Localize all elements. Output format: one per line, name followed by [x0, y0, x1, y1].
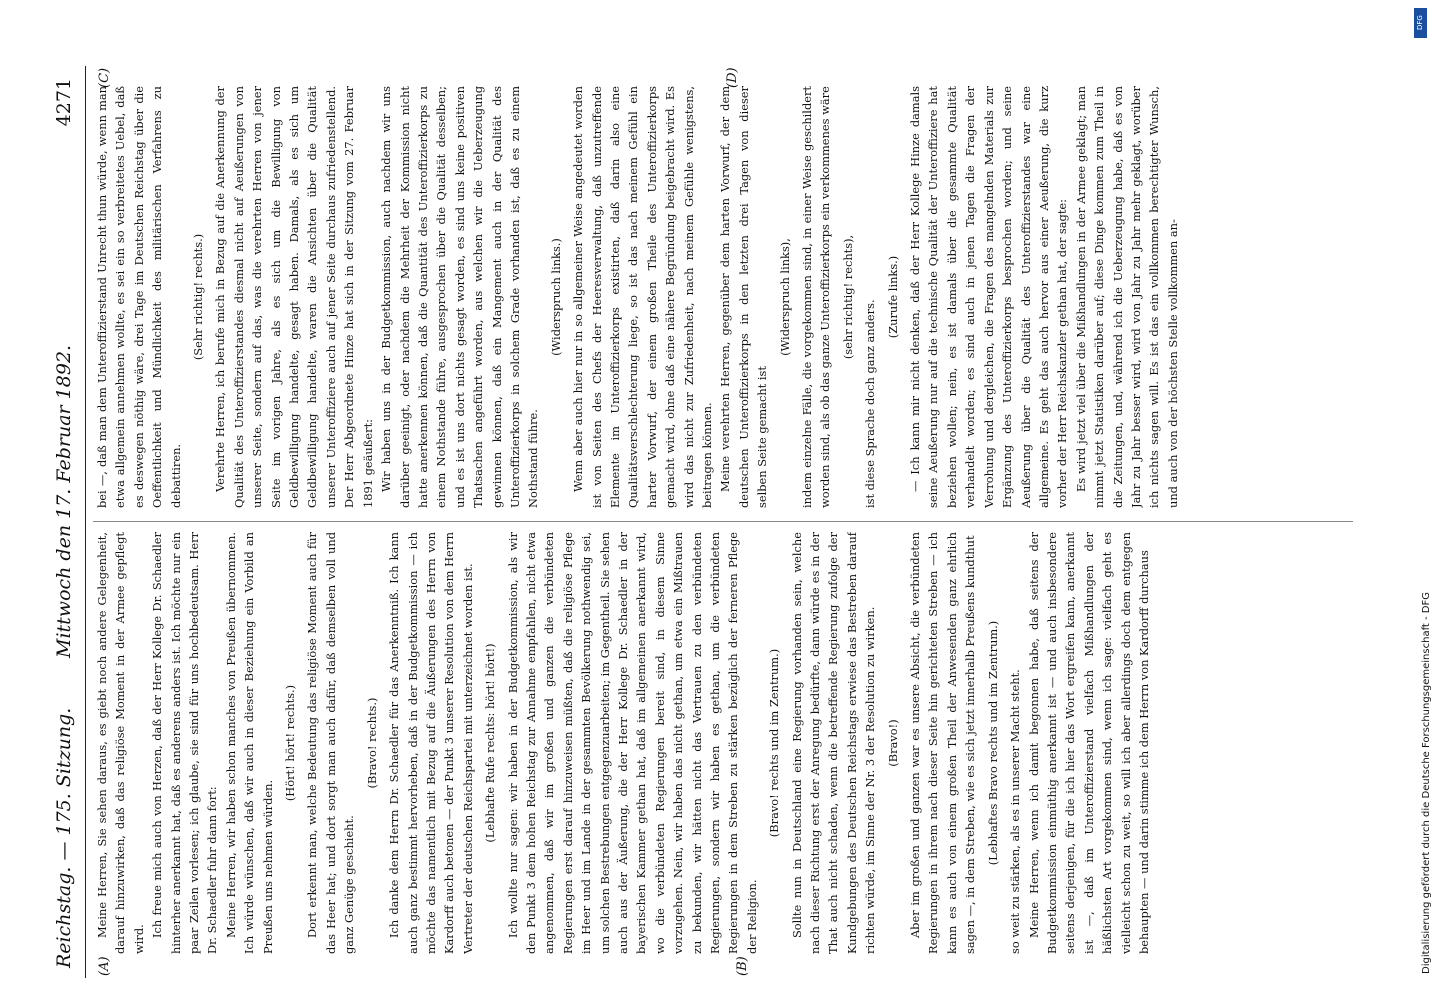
margin-marker-c: (C) [97, 67, 112, 88]
paragraph: — Ich kann mir nicht denken, daß der Herr Kollege Hinze damals seine Aeußerung nur auf die technische Qualität der Unteroffiziere hat beziehen wollen; nein, es ist damals über die gesammte Qualität verhandelt worden; es sind auch in jenen Tagen die Fragen der Verrohung und dergleichen, die Fragen des mangelnden Materials zur Ergänzung des Unteroffizierkorps besprochen worden; und seine Aeußerung über die Qualität des Unteroffizierstandes war eine allgemeine. Es geht das auch hervor aus einer Aeußerung, die kurz vorher der Herr Reichskanzler gethan hat, der sagte: [908, 86, 1070, 508]
paragraph: so weit zu stärken, als es in unserer Macht steht. [1008, 669, 1023, 954]
page-header [45, 66, 86, 978]
digitization-sidebar [1412, 8, 1430, 994]
left-column [93, 532, 1363, 954]
interjection: (Sehr richtig! rechts.) [191, 233, 206, 361]
paragraph: bei —, daß man dem Unteroffizierstand Unrecht thun würde, wenn man etwa allgemein annehmen wollte, es sei ein so verbreitetes Uebel, daß es deswegen nöthig wäre, drei Tage im Deutschen Reichstag über die Oeffentlichkeit und Mündlichkeit des militärischen Verfahrens zu debattiren. [95, 86, 183, 508]
paragraph: indem einzelne Fälle, die vorgekommen sind, in einer Weise geschildert worden sind, als ob das ganze Unteroffizierkorps ein verkommenes wäre [800, 86, 833, 508]
paragraph: Wenn aber auch hier nur in so allgemeiner Weise angedeutet worden ist von Seiten des Chefs der Heeresverwaltung, daß unzutreffende Elemente im Unteroffizierkorps existirten, daß darin also eine Qualitätsverschlechterung liege, so ist das nach meinem Gefühl ein harter Vorwurf, der einem großen Theile des Unteroffizierkorps gemacht wird, ohne daß eine nähere Begründung beigebracht wird. Es wird das nicht zur Zufriedenheit, nach meinem Gefühle wenigstens, beitragen können. [571, 86, 714, 508]
interjection: (sehr richtig! rechts), [840, 234, 855, 360]
dfg-logo: DFG [1414, 8, 1427, 38]
paragraph: Wir haben uns in der Budgetkommission, auch nachdem wir uns darüber geeinigt, oder nachdem die Mehrheit der Kommission nicht hatte anerkennen können, daß die Quantität des Unteroffizierkorps zu einem Nothstande führe, ausgesprochen über die Qualität desselben; und es ist uns dort nichts gesagt worden, es sind uns keine positiven Thatsachen angeführt worden, aus welchen wir die Ueberzeugung gewinnen können, daß ein Mangement auch in der Qualität des Unteroffizierkorps in solchem Grade vorhanden ist, daß es zu einem Nothstand führe. [379, 86, 541, 508]
paragraph: Meine Herren, Sie sehen daraus, es giebt noch andere Gelegenheit, darauf hinzuwirken, daß das religiöse Moment in der Armee gepflegt wird. [95, 532, 146, 954]
interjection: (Hört! hört! rechts.) [283, 684, 298, 802]
header-date: Mittwoch den 17. Februar 1892. [53, 344, 75, 658]
paragraph: Verehrte Herren, ich berufe mich in Bezug auf die Anerkennung der Qualität des Unteroffizierstandes diesmal nicht auf Aeußerungen von unserer Seite, sondern auf das, was die verehrten Herren von jener Seite im vorigen Jahre, als es sich um die Bewilligung von Geldbewilligung handelte, gesagt haben. Damals, als es sich um Geldbewilligung handelte, waren die Ansichten über die Qualität unserer Unteroffiziere auch auf jener Seite durchaus zufriedenstellend. Der Herr Abgeordnete Hinze hat sich in der Sitzung vom 27. Februar 1891 geäußert: [213, 86, 375, 508]
paragraph: ist diese Sprache doch ganz anders. [863, 299, 878, 508]
paragraph: Ich danke dem Herrn Dr. Schaedler für das Anerkenntniß. Ich kann auch ganz bestimmt hervorheben, daß in der Budgetkommission — ich möchte das namentlich mit Bezug auf die Äußerungen des Herrn von Kardorff auch betonen — der Punkt 3 unserer Resolution von dem Herrn Vertreter der deutschen Reichspartei mit unterzeichnet worden ist. [387, 532, 475, 954]
interjection: (Bravo!) [885, 719, 900, 767]
right-column [93, 86, 1363, 508]
paragraph: Meine verehrten Herren, gegenüber dem harten Vorwurf, der dem deutschen Unteroffizierkorps in den letzten drei Tagen von dieser selben Seite gemacht ist [718, 86, 770, 508]
margin-marker-d: (D) [725, 67, 740, 88]
digitization-credit: Digitalisierung gefördert durch die Deutsche Forschungsgemeinschaft - DFG [1421, 591, 1432, 974]
page-number: 4271 [53, 78, 75, 127]
interjection: (Zurufe links.) [885, 255, 900, 339]
paragraph: Ich wollte nur sagen: wir haben in der Budgetkommission, als wir den Punkt 3 dem hohen Reichstag zur Annahme empfahlen, nicht etwa angenommen, daß wir im großen und ganzen die verbündeten Regierungen erst darauf hinzuweisen müßten, daß die religiöse Pflege im Heer und im Lande in der gesammten Bevölkerung nothwendig sei, um solchen Bestrebungen entgegenzuarbeiten; im Gegentheil. Sie sehen auch aus der Äußerung, die der Herr Kollege Dr. Schaedler in der bayerischen Kammer gethan hat, daß im allgemeinen anerkannt wird, wo die verbündeten Regierungen bereit sind, in diesem Sinne vorzugehen. Nein, wir haben das nicht gethan, um etwa ein Mißtrauen zu bekunden, wir hätten nicht das Vertrauen zu den verbündeten Regierungen, sondern wir haben es gethan, um die verbündeten Regierungen in dem Streben zu stärken bezüglich der ferneren Pflege der Religion. [505, 532, 759, 954]
paragraph: Meine Herren, wenn ich damit begonnen habe, daß seitens der Budgetkommission einmüthig anerkannt ist — und auch insbesondere seitens derjenigen, für die ich hier das Wort ergreifen kann, anerkannt ist —, daß im Unteroffizierstand vielfach Mißhandlungen der häßlichsten Art vorgekommen sind, wenn ich sage: vielfach geht es vielleicht schon zu weit, so will ich aber allerdings doch dem entgegen behaupten — und darin stimme ich dem Herrn von Kardorff durchaus [1026, 532, 1151, 954]
paragraph: Aber im großen und ganzen war es unsere Absicht, die verbündeten Regierungen in ihrem nach dieser Seite hin gerichteten Streben — ich kann es auch von einem großen Theil der Anwesenden ganz ehrlich sagen —, in dem Streben, wie es sich jetzt innerhalb Preußens kundthut [908, 532, 978, 954]
column-divider [93, 521, 1353, 522]
paragraph: Es wird jetzt viel über die Mißhandlungen in der Armee geklagt; man nimmt jetzt Statistiken darüber auf; diese Dinge kommen zum Theil in die Zeitungen, und, während ich die Ueberzeugung habe, daß es von Jahr zu Jahr besser wird, wird von Jahr zu Jahr mehr geklagt, worüber ich nichts sagen will. Es ist das ein vollkommen berechtigter Wunsch, und auch von der höchsten Stelle vollkommen an- [1073, 86, 1180, 508]
paragraph: Dort erkennt man, welche Bedeutung das religiöse Moment auch für das Heer hat; und dort sorgt man auch dafür, daß demselben voll und ganz Genüge geschieht. [305, 532, 357, 954]
margin-marker-b: (B) [735, 956, 750, 976]
interjection: (Lebhafte Rufe rechts: hört! hört!) [483, 643, 498, 843]
interjection: (Bravo! rechts.) [364, 697, 379, 789]
paragraph: Sollte nun in Deutschland eine Regierung vorhanden sein, welche nach dieser Richtung erst der Anregung bedürfte, dann würde es in der That auch nicht schaden, wenn die betreffende Regierung zufolge der Kundgebungen des Deutschen Reichstags erwiese das Bestreben darauf richten würde, im Sinne der Nr. 3 der Resolution zu wirken. [789, 532, 878, 954]
paragraph: Meine Herren, wir haben schon manches von Preußen übernommen. Ich würde wünschen, daß wir auch in dieser Beziehung ein Vorbild an Preußen uns nehmen würden. [223, 532, 275, 954]
interjection: (Widerspruch links), [777, 238, 792, 356]
margin-marker-a: (A) [97, 956, 112, 976]
rotated-page [45, 66, 1375, 978]
interjection: (Lebhaftes Bravo rechts und im Zentrum.) [985, 620, 1000, 866]
interjection: (Widerspruch links.) [548, 238, 563, 356]
paragraph: Ich freue mich auch von Herzen, daß der Herr Kollege Dr. Schaedler hinterher anerkannt hat, daß es anderens anders ist. Ich möchte nur ein paar Zeilen vorlesen; ich glaube, sie sind für uns hochbedeutsam. Herr Dr. Schaedler fuhr dann fort: [150, 532, 220, 954]
header-session: Reichstag. — 175. Sitzung. [53, 707, 75, 968]
interjection: (Bravo! rechts und im Zentrum.) [767, 648, 782, 838]
